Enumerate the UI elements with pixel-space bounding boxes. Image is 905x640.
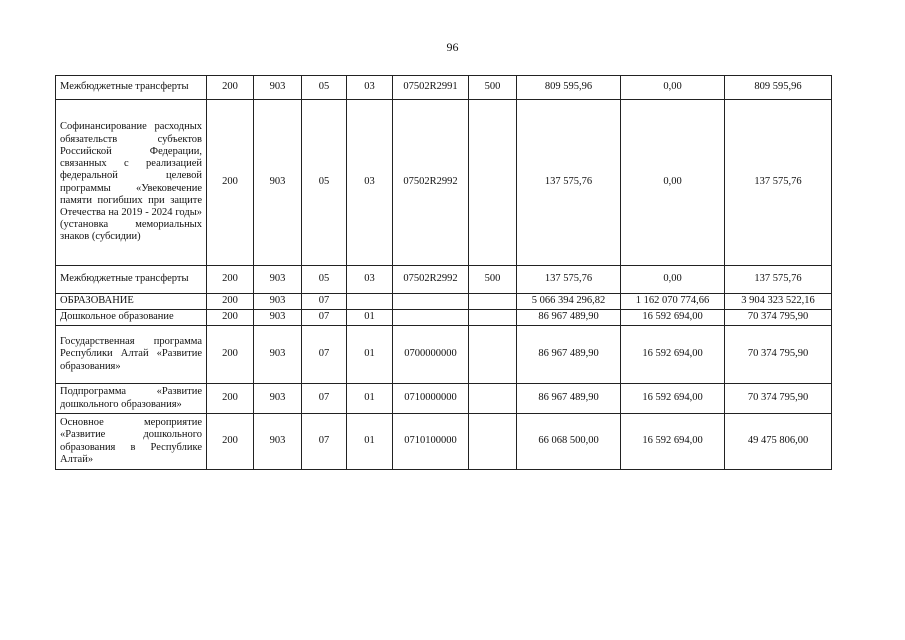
cell-sum1: 5 066 394 296,82 — [517, 294, 621, 310]
cell-sum2: 0,00 — [621, 76, 725, 100]
table-row — [56, 310, 832, 326]
cell-col6: 500 — [469, 76, 517, 100]
cell-sum1: 809 595,96 — [517, 76, 621, 100]
cell-col3: 05 — [302, 266, 347, 294]
cell-col1: 200 — [207, 266, 254, 294]
cell-sum1: 86 967 489,90 — [517, 384, 621, 414]
cell-col1: 200 — [207, 414, 254, 470]
table-row — [56, 266, 832, 294]
cell-col6 — [469, 294, 517, 310]
table-row — [56, 76, 832, 100]
cell-col2: 903 — [254, 310, 302, 326]
cell-col3: 07 — [302, 414, 347, 470]
budget-table-body — [56, 76, 832, 470]
cell-col4 — [347, 294, 393, 310]
cell-sum3: 137 575,76 — [725, 100, 832, 266]
cell-col6 — [469, 310, 517, 326]
cell-col2: 903 — [254, 326, 302, 384]
table-row — [56, 414, 832, 470]
cell-sum2: 16 592 694,00 — [621, 414, 725, 470]
row-name: Межбюджетные трансферты — [56, 266, 207, 294]
cell-col5: 07502R2992 — [393, 266, 469, 294]
row-name: Основное мероприятие «Развитие дошкольного образования в Республике Алтай» — [56, 414, 207, 470]
cell-col1: 200 — [207, 384, 254, 414]
row-name: Софинансирование расходных обязательств субъектов Российской Федерации, связанных с реализацией федеральной целевой программы «Увековечение памяти погибших при защите Отечества на 2019 - 2024 годы» (установка мемориальных знаков (субсидии) — [56, 100, 207, 266]
cell-sum2: 16 592 694,00 — [621, 326, 725, 384]
table-row — [56, 384, 832, 414]
cell-col3: 05 — [302, 100, 347, 266]
cell-col5: 07502R2991 — [393, 76, 469, 100]
cell-sum3: 137 575,76 — [725, 266, 832, 294]
page-number: 96 — [446, 40, 459, 54]
cell-col2: 903 — [254, 294, 302, 310]
cell-col5 — [393, 294, 469, 310]
cell-col5: 0700000000 — [393, 326, 469, 384]
cell-col2: 903 — [254, 384, 302, 414]
cell-sum1: 137 575,76 — [517, 100, 621, 266]
cell-col6 — [469, 100, 517, 266]
row-name: Межбюджетные трансферты — [56, 76, 207, 100]
cell-col4: 03 — [347, 76, 393, 100]
cell-sum3: 70 374 795,90 — [725, 310, 832, 326]
row-name: Государственная программа Республики Алтай «Развитие образования» — [56, 326, 207, 384]
cell-sum1: 86 967 489,90 — [517, 310, 621, 326]
cell-sum3: 49 475 806,00 — [725, 414, 832, 470]
cell-sum3: 809 595,96 — [725, 76, 832, 100]
cell-sum2: 16 592 694,00 — [621, 384, 725, 414]
cell-col5: 0710000000 — [393, 384, 469, 414]
cell-col4: 03 — [347, 100, 393, 266]
cell-sum2: 0,00 — [621, 266, 725, 294]
row-name: ОБРАЗОВАНИЕ — [56, 294, 207, 310]
cell-col6 — [469, 414, 517, 470]
cell-col1: 200 — [207, 294, 254, 310]
cell-col6 — [469, 326, 517, 384]
cell-col6: 500 — [469, 266, 517, 294]
cell-sum1: 137 575,76 — [517, 266, 621, 294]
cell-col4: 01 — [347, 414, 393, 470]
cell-col4: 01 — [347, 384, 393, 414]
row-name: Подпрограмма «Развитие дошкольного образования» — [56, 384, 207, 414]
cell-col3: 05 — [302, 76, 347, 100]
cell-col6 — [469, 384, 517, 414]
cell-sum2: 1 162 070 774,66 — [621, 294, 725, 310]
budget-table — [55, 75, 832, 470]
cell-col5: 07502R2992 — [393, 100, 469, 266]
cell-sum3: 3 904 323 522,16 — [725, 294, 832, 310]
cell-col5: 0710100000 — [393, 414, 469, 470]
row-name: Дошкольное образование — [56, 310, 207, 326]
cell-sum3: 70 374 795,90 — [725, 384, 832, 414]
cell-col1: 200 — [207, 326, 254, 384]
cell-col5 — [393, 310, 469, 326]
cell-sum1: 86 967 489,90 — [517, 326, 621, 384]
table-row — [56, 100, 832, 266]
cell-col4: 01 — [347, 326, 393, 384]
cell-col3: 07 — [302, 294, 347, 310]
cell-sum3: 70 374 795,90 — [725, 326, 832, 384]
cell-col2: 903 — [254, 76, 302, 100]
table-row — [56, 326, 832, 384]
cell-col3: 07 — [302, 384, 347, 414]
cell-col3: 07 — [302, 310, 347, 326]
cell-col2: 903 — [254, 266, 302, 294]
cell-col2: 903 — [254, 100, 302, 266]
table-row — [56, 294, 832, 310]
cell-col1: 200 — [207, 100, 254, 266]
cell-col4: 03 — [347, 266, 393, 294]
cell-col4: 01 — [347, 310, 393, 326]
cell-sum1: 66 068 500,00 — [517, 414, 621, 470]
cell-sum2: 0,00 — [621, 100, 725, 266]
cell-col3: 07 — [302, 326, 347, 384]
cell-col1: 200 — [207, 310, 254, 326]
cell-sum2: 16 592 694,00 — [621, 310, 725, 326]
cell-col2: 903 — [254, 414, 302, 470]
cell-col1: 200 — [207, 76, 254, 100]
